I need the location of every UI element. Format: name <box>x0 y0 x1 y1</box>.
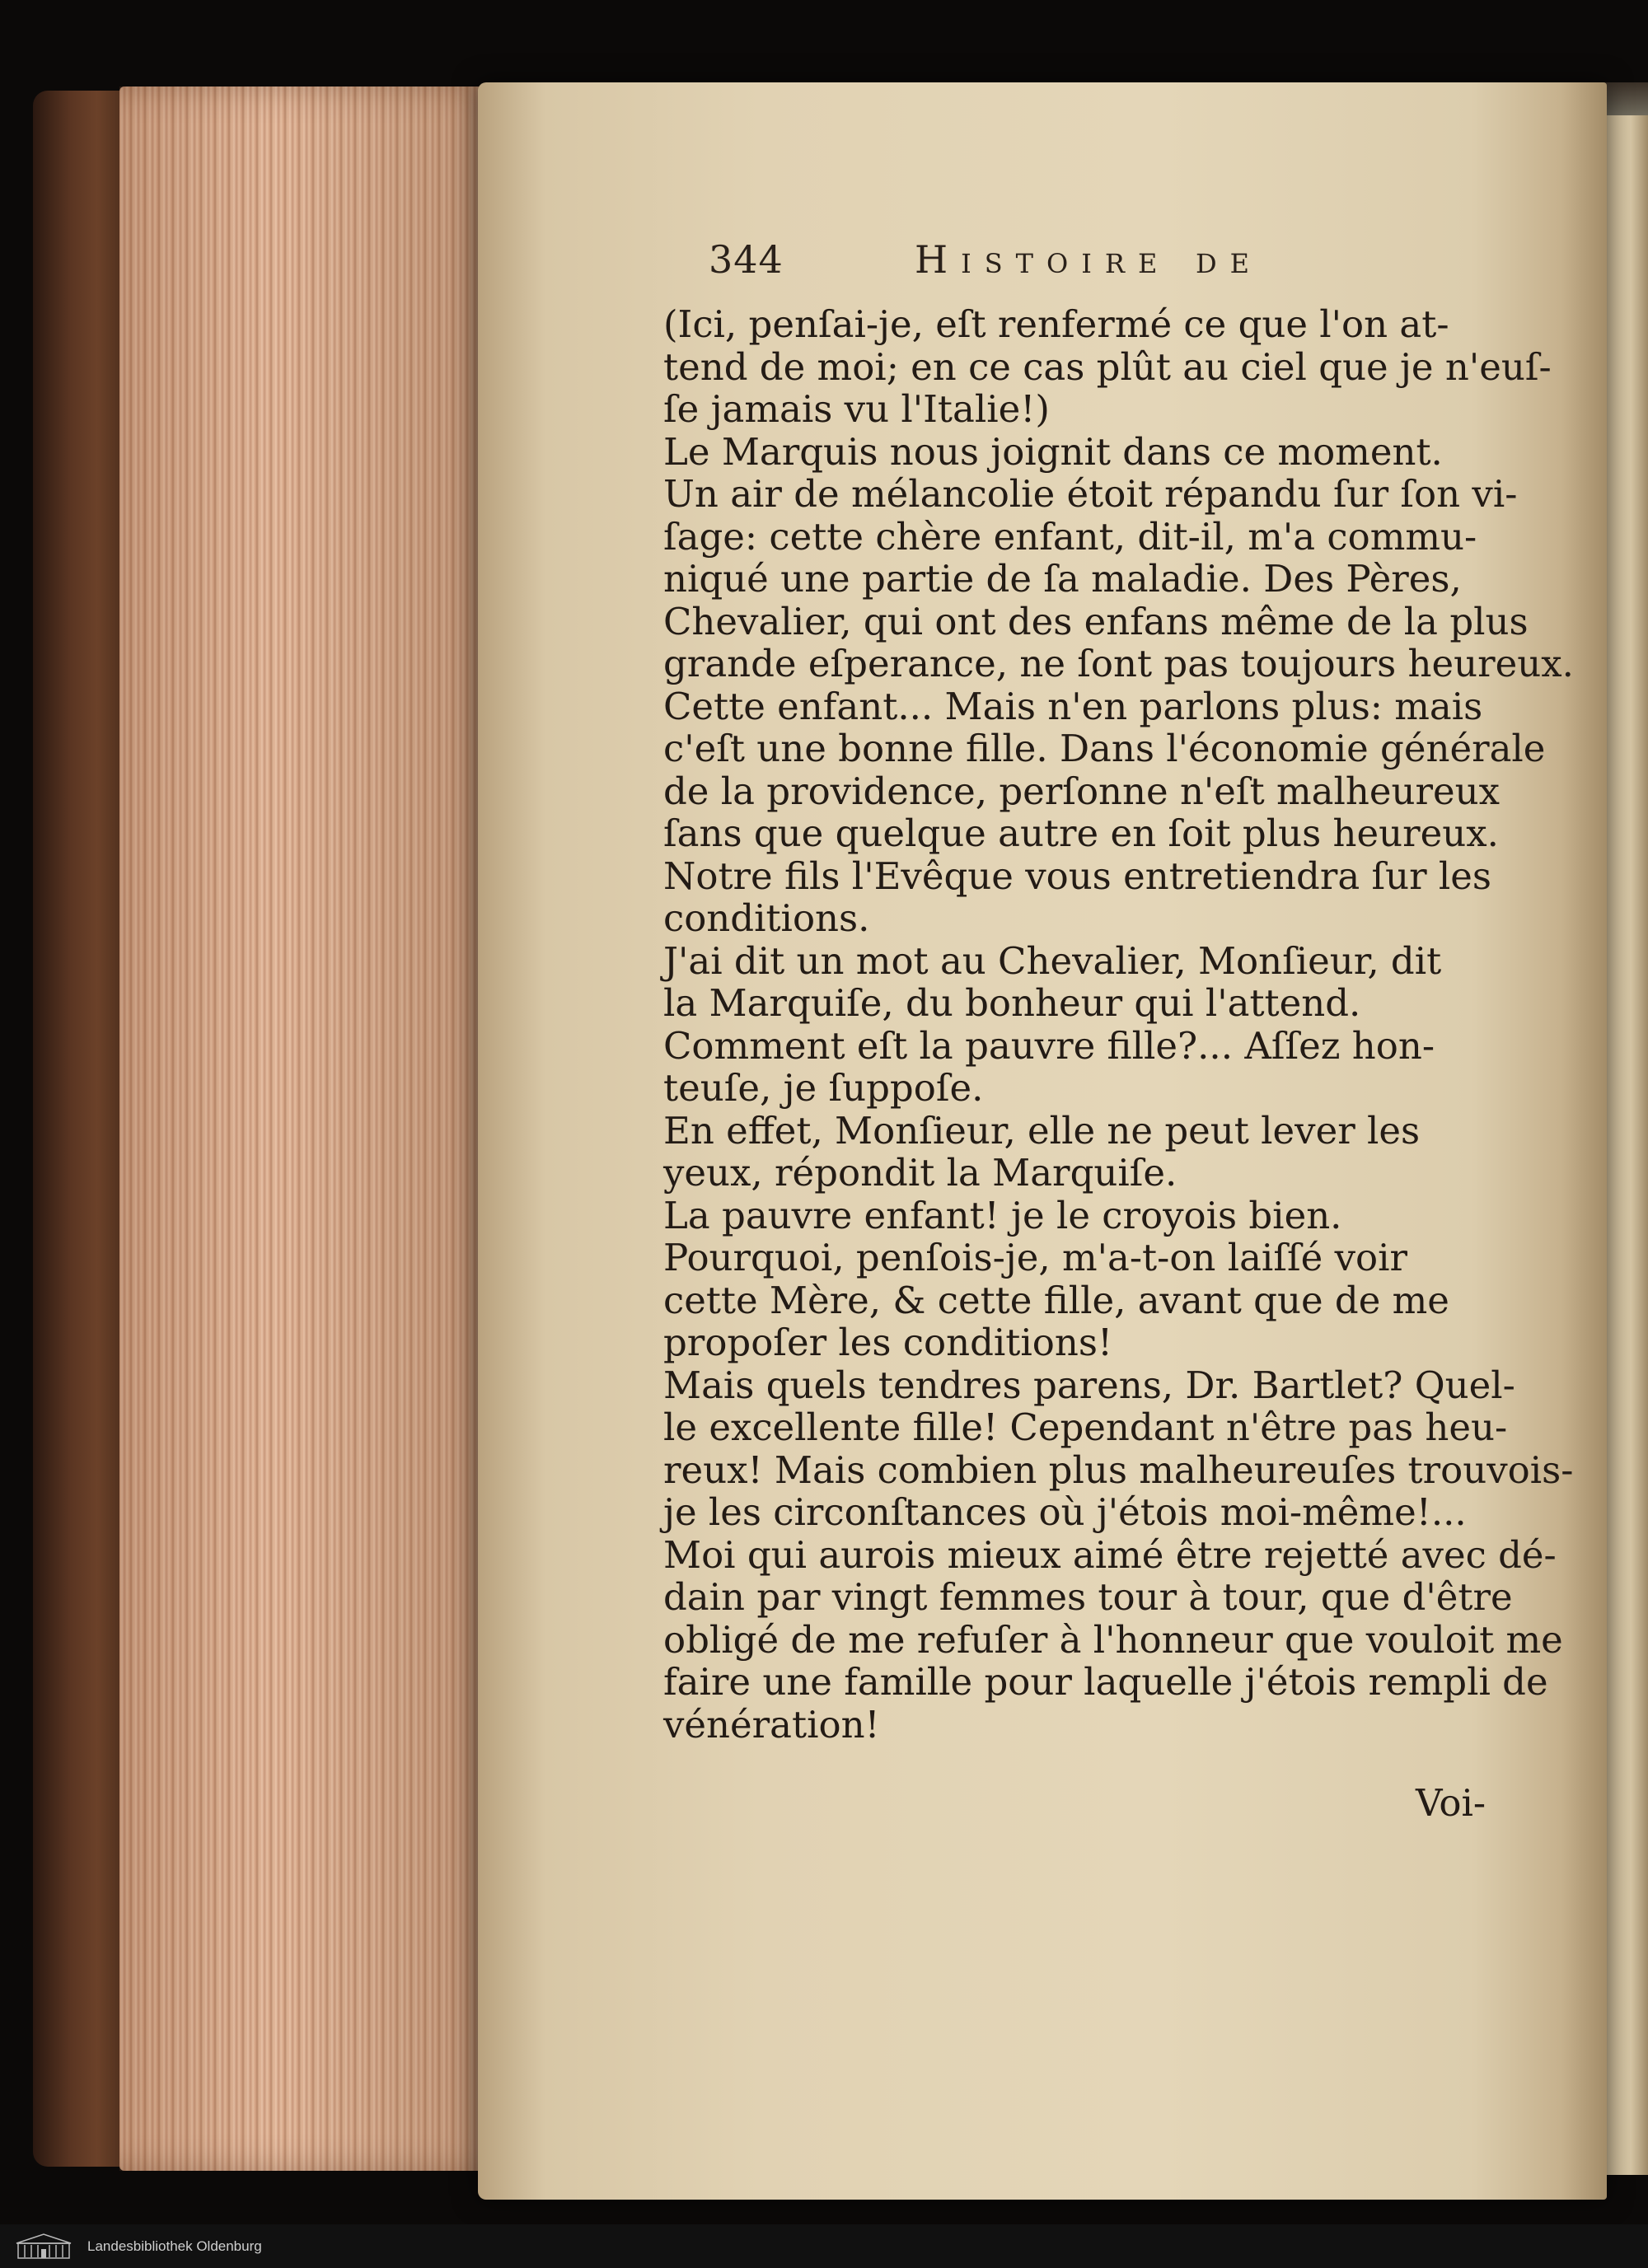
text-line: vénération! <box>663 1702 880 1747</box>
text-line: yeux, répondit la Marquiſe. <box>663 1151 1177 1195</box>
text-line: Mais quels tendres parens, Dr. Bartlet? Quel- <box>663 1363 1515 1407</box>
page-header <box>709 237 1384 295</box>
text-line: Le Marquis nous joignit dans ce moment. <box>663 429 1443 474</box>
text-line: dain par vingt femmes tour à tour, que d'être <box>663 1575 1513 1619</box>
text-line: reux! Mais combien plus malheureuſes trouvois- <box>663 1447 1574 1492</box>
text-line: J'ai dit un mot au Chevalier, Monſieur, dit <box>663 938 1442 983</box>
body-text <box>663 302 1574 1747</box>
text-line: Cette enfant... Mais n'en parlons plus: mais <box>663 684 1483 728</box>
text-line: teuſe, je ſuppoſe. <box>663 1066 984 1110</box>
text-line: ſe jamais vu l'Italie!) <box>663 387 1050 431</box>
library-name: Landesbibliothek Oldenburg <box>87 2238 262 2254</box>
text-line: En effet, Monſieur, elle ne peut lever les <box>663 1108 1421 1153</box>
text-line: ſage: cette chère enfant, dit-il, m'a commu- <box>663 514 1477 559</box>
catchword: Voi- <box>1416 1781 1486 1825</box>
text-line: propoſer les conditions! <box>663 1321 1113 1364</box>
text-line: obligé de me refuſer à l'honneur que vouloit me <box>663 1617 1563 1662</box>
text-line: je les circonſtances où j'étois moi-même!... <box>663 1490 1467 1534</box>
text-line: niqué une partie de ſa maladie. Des Pères, <box>663 557 1462 601</box>
page-number: 344 <box>709 237 784 282</box>
text-line: faire une famille pour laquelle j'étois rempli de <box>663 1660 1548 1704</box>
text-line: la Marquiſe, du bonheur qui l'attend. <box>663 981 1361 1025</box>
running-title: Histoire de <box>915 237 1262 282</box>
text-line: ſans que quelque autre en ſoit plus heureux. <box>663 811 1499 855</box>
text-line: tend de moi; en ce cas plût au ciel que je n'euſ- <box>663 344 1552 389</box>
text-line: cette Mère, & cette fille, avant que de me <box>663 1278 1449 1322</box>
text-line: grande eſperance, ne ſont pas toujours heureux. <box>663 642 1574 685</box>
text-line: le excellente fille! Cependant n'être pas heu- <box>663 1405 1508 1449</box>
text-line: La pauvre enfant! je le croyois bien. <box>663 1193 1342 1237</box>
library-building-icon <box>15 2232 73 2261</box>
text-line: Chevalier, qui ont des enfans même de la plus <box>663 599 1529 643</box>
text-line: Moi qui aurois mieux aimé être rejetté avec dé- <box>663 1532 1557 1577</box>
text-line: de la providence, perſonne n'eſt malheureux <box>663 769 1500 813</box>
text-line: c'eſt une bonne fille. Dans l'économie générale <box>663 727 1546 770</box>
text-line: Notre fils l'Evêque vous entretiendra ſur les <box>663 853 1492 898</box>
text-line: conditions. <box>663 896 870 940</box>
text-line: Un air de mélancolie étoit répandu ſur ſon vi- <box>663 472 1518 516</box>
text-line: Comment eſt la pauvre fille?... Aſſez hon- <box>663 1023 1435 1068</box>
text-line: Pourquoi, penſois-je, m'a-t-on laiſſé voir <box>663 1236 1407 1279</box>
text-line: (Ici, penſai-je, eſt renfermé ce que l'on at- <box>663 302 1449 346</box>
page-edges <box>119 87 507 2171</box>
footer-bar <box>0 2224 1648 2268</box>
